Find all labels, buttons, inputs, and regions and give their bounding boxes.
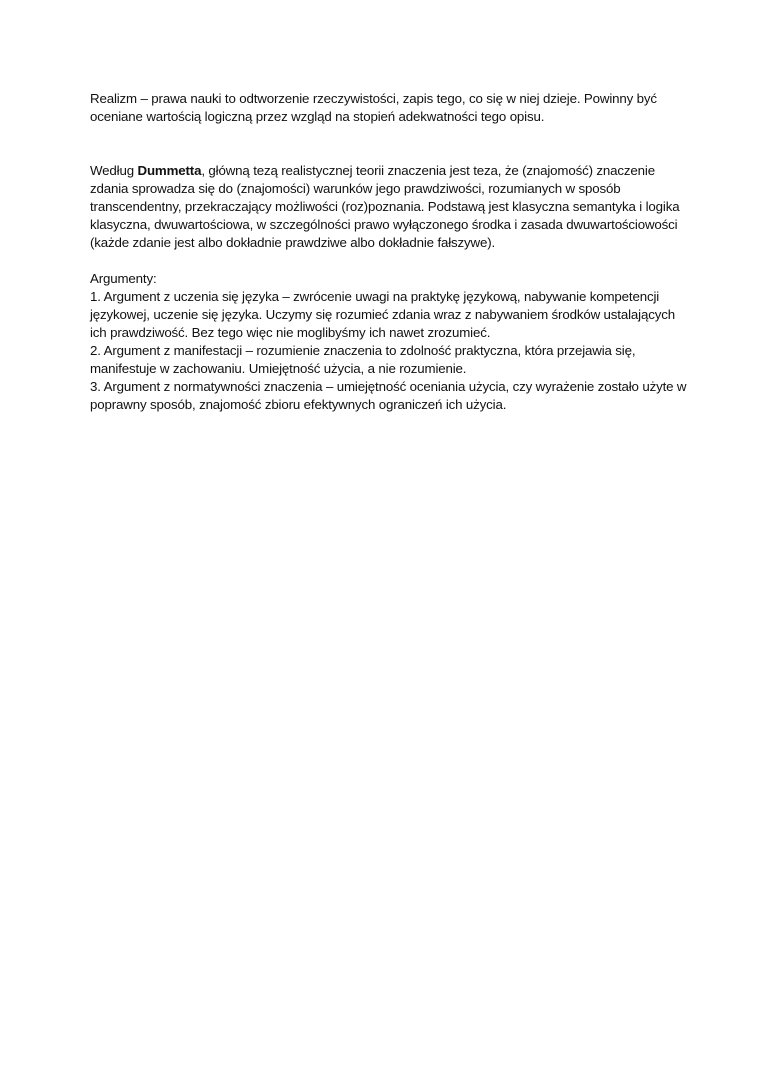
text-line: klasyczna, dwuwartościowa, w szczególności prawo wyłączonego środka i zasada dwuwartościowości xyxy=(90,217,678,232)
text-fragment: Według xyxy=(90,163,138,178)
paragraph-arguments xyxy=(90,270,687,414)
text-line: manifestuje w zachowaniu. Umiejętność użycia, a nie rozumienie. xyxy=(90,361,467,376)
text-line: poprawny sposób, znajomość zbioru efektywnych ograniczeń ich użycia. xyxy=(90,397,507,412)
text-line xyxy=(90,162,680,180)
text-line: językowej, uczenie się języka. Uczymy się rozumieć zdania wraz z nabywaniem środków ustalających xyxy=(90,307,675,322)
text-line: ich prawdziwość. Bez tego więc nie moglibyśmy ich nawet zrozumieć. xyxy=(90,325,491,340)
text-line: 2. Argument z manifestacji – rozumienie znaczenia to zdolność praktyczna, która przejawia się, xyxy=(90,343,636,358)
paragraph-gap xyxy=(90,252,680,270)
paragraph-realism xyxy=(90,90,680,126)
text-line: 3. Argument z normatywności znaczenia – umiejętność oceniania użycia, czy wyrażenie zostało użyte w xyxy=(90,379,687,394)
text-fragment: , główną tezą realistycznej teorii znaczenia jest teza, że (znajomość) znaczenie xyxy=(201,163,655,178)
text-line: zdania sprowadza się do (znajomości) warunków jego prawdziwości, rozumianych w sposób xyxy=(90,181,621,196)
paragraph-dummett xyxy=(90,162,680,252)
text-line: transcendentny, przekraczający możliwości (roz)poznania. Podstawą jest klasyczna semantyka i logika xyxy=(90,199,680,214)
text-line: oceniane wartością logiczną przez wzgląd na stopień adekwatności tego opisu. xyxy=(90,109,545,124)
text-line: (każde zdanie jest albo dokładnie prawdziwe albo dokładnie fałszywe). xyxy=(90,235,496,250)
text-line: Realizm – prawa nauki to odtworzenie rzeczywistości, zapis tego, co się w niej dzieje. Powinny być xyxy=(90,91,657,106)
paragraph-gap xyxy=(90,126,680,162)
document-body xyxy=(90,90,687,414)
text-line: 1. Argument z uczenia się języka – zwrócenie uwagi na praktykę językową, nabywanie kompetencji xyxy=(90,289,660,304)
author-name-bold: Dummetta xyxy=(137,163,202,178)
arguments-heading: Argumenty: xyxy=(90,271,157,286)
